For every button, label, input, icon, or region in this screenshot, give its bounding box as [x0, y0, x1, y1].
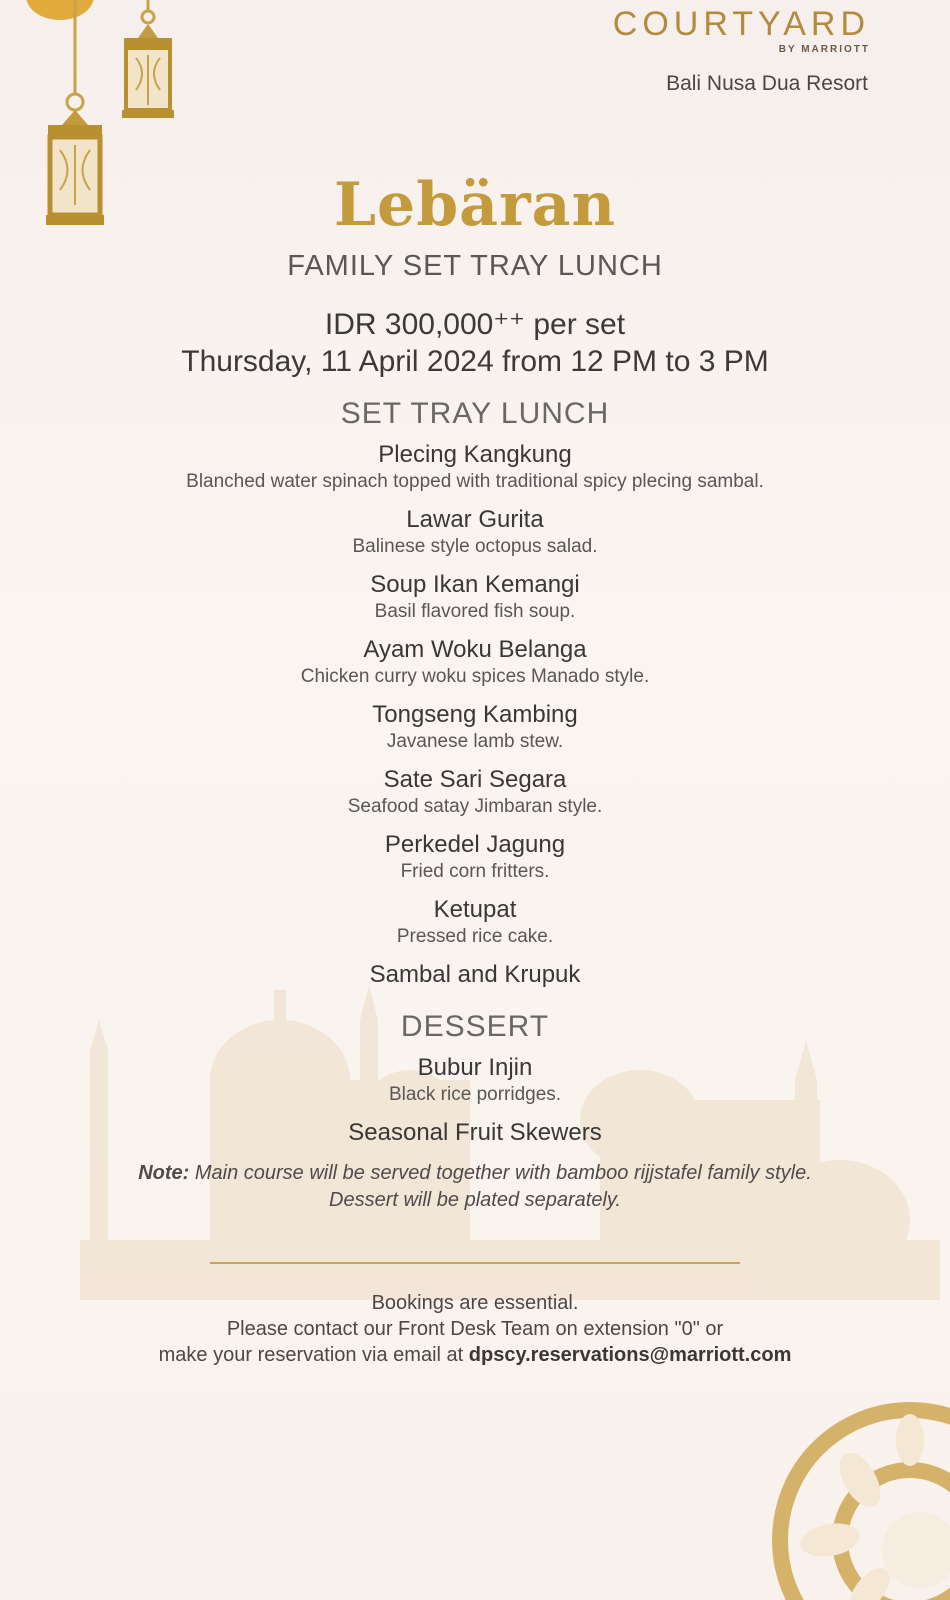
menu-item: [0, 765, 950, 819]
booking-line-prefix: make your reservation via email at: [158, 1344, 464, 1366]
dish-description: Fried corn fritters.: [400, 861, 550, 882]
note-text: Main course will be served together with bamboo rijjstafel family style.: [194, 1162, 812, 1184]
menu-item: [0, 700, 950, 754]
brand-subtitle: BY MARRIOTT: [778, 44, 870, 55]
dish-name: Ketupat: [433, 896, 517, 923]
dish-name: Lawar Gurita: [406, 506, 544, 533]
dish-name: Tongseng Kambing: [372, 701, 578, 728]
note-line: [0, 1160, 950, 1187]
dish-name: Sate Sari Segara: [383, 766, 567, 793]
booking-line: [0, 1342, 950, 1368]
section-heading-main: SET TRAY LUNCH: [340, 397, 610, 430]
menu-item: [0, 505, 950, 559]
booking-info: [0, 1290, 950, 1368]
dish-description: Blanched water spinach topped with traditional spicy plecing sambal.: [186, 471, 764, 492]
lantern-icon: [116, 0, 186, 125]
section-heading-dessert: DESSERT: [400, 1010, 550, 1043]
dish-description: Javanese lamb stew.: [386, 731, 564, 752]
resort-name: Bali Nusa Dua Resort: [666, 72, 868, 95]
dish-name: Seasonal Fruit Skewers: [348, 1119, 602, 1146]
dish-name: Perkedel Jagung: [384, 831, 566, 858]
menu-item: [0, 895, 950, 949]
menu-item: [0, 1118, 950, 1148]
dish-description: Black rice porridges.: [388, 1084, 562, 1105]
menu-item: [0, 440, 950, 494]
note-label: Note:: [138, 1162, 190, 1184]
email-link[interactable]: dpscy.reservations@marriott.com: [468, 1344, 792, 1366]
dish-description: Basil flavored fish soup.: [374, 601, 576, 622]
booking-line: Bookings are essential.: [371, 1292, 579, 1314]
divider: [210, 1262, 740, 1264]
booking-line: Please contact our Front Desk Team on extension "0" or: [226, 1318, 724, 1340]
event-date: Thursday, 11 April 2024 from 12 PM to 3 PM: [181, 345, 769, 378]
dish-description: Chicken curry woku spices Manado style.: [300, 666, 650, 687]
arabesque-ornament: [740, 1370, 950, 1600]
dish-name: Bubur Injin: [417, 1054, 533, 1081]
menu-item: [0, 960, 950, 990]
dish-description: Pressed rice cake.: [396, 926, 554, 947]
menu-item: [0, 570, 950, 624]
dish-name: Ayam Woku Belanga: [363, 636, 587, 663]
dish-description: Balinese style octopus salad.: [352, 536, 598, 557]
dish-description: Seafood satay Jimbaran style.: [347, 796, 603, 817]
event-title: Lebäran: [333, 170, 617, 240]
menu-item: [0, 635, 950, 689]
menu-item: [0, 830, 950, 884]
note: [0, 1160, 950, 1214]
dish-name: Plecing Kangkung: [378, 441, 572, 468]
price: IDR 300,000⁺⁺ per set: [324, 308, 626, 341]
brand-logo: [613, 6, 870, 55]
menu-item: [0, 1053, 950, 1107]
event-subtitle: FAMILY SET TRAY LUNCH: [287, 250, 663, 282]
brand-name: COURTYARD: [612, 5, 870, 43]
note-line: Dessert will be plated separately.: [329, 1189, 621, 1211]
dish-name: Sambal and Krupuk: [369, 961, 581, 988]
dish-name: Soup Ikan Kemangi: [370, 571, 580, 598]
